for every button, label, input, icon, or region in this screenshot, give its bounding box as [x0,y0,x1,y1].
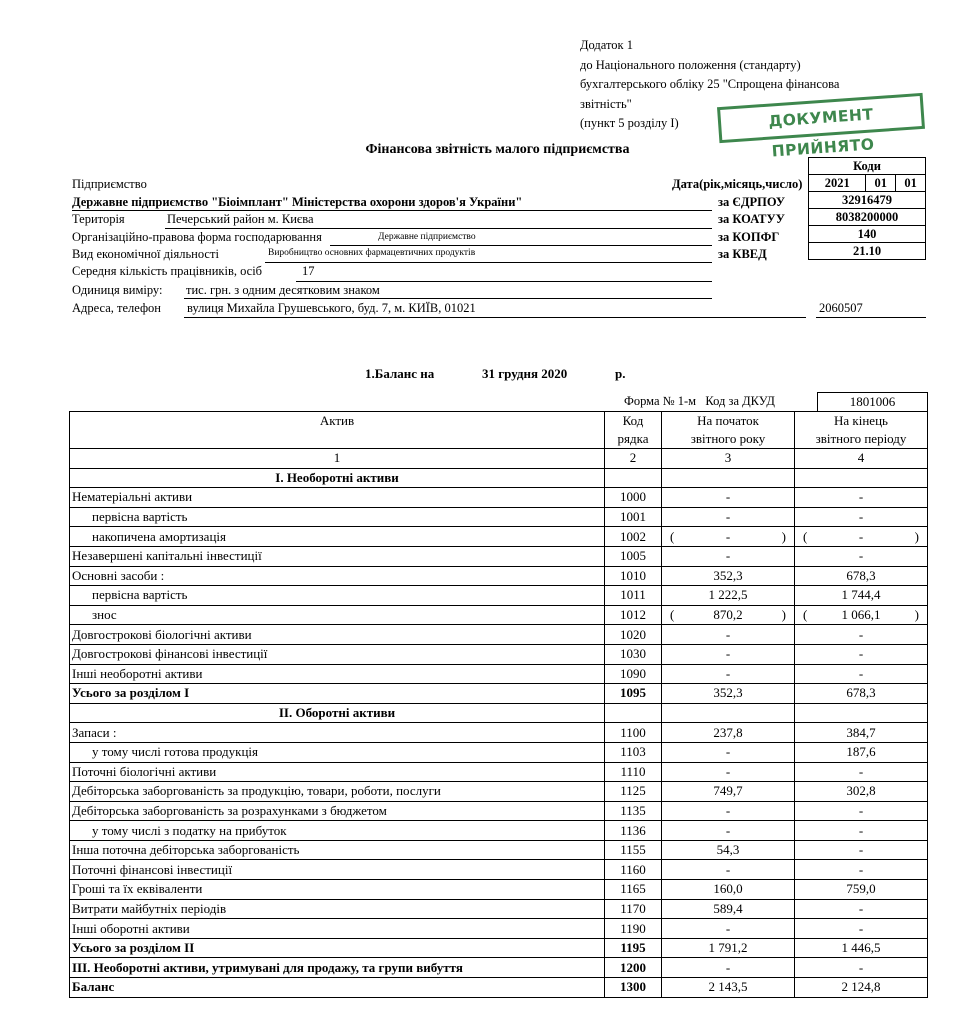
row-code: 1300 [605,978,662,998]
row-code: 1001 [605,507,662,527]
row-code: 1165 [605,880,662,900]
row-value-end: - [795,664,928,684]
enterprise-label: Підприємство [72,177,147,191]
koatuu-code: 8038200000 [809,209,926,226]
row-value-start: - [662,821,795,841]
row-value-end: 759,0 [795,880,928,900]
legal-form-label: Організаційно-правова форма господарювання [72,230,322,244]
row-value-start: - [662,664,795,684]
row-value-end: - [795,488,928,508]
unit-underline [184,298,712,299]
table-row [70,958,928,978]
col-header-start-2: звітного року [662,430,795,449]
kopfg-label: за КОПФГ [718,230,780,244]
row-code: 1090 [605,664,662,684]
row-label: Довгострокові біологічні активи [70,625,605,645]
row-value-start: - [662,860,795,880]
kopfg-code: 140 [809,226,926,243]
row-label: накопичена амортизація [70,527,605,547]
enterprise-underline [72,210,712,211]
close-paren: ) [781,607,786,623]
row-label: у тому числі готова продукція [70,742,605,762]
row-value-start: 352,3 [662,684,795,704]
open-paren: ( [670,528,675,544]
section-2-title: II. Оборотні активи [70,703,605,723]
row-label: Інші необоротні активи [70,664,605,684]
table-row [70,644,928,664]
row-label: Гроші та їх еквіваленти [70,880,605,900]
dkud-code: 1801006 [817,392,928,411]
codes-table [808,157,926,260]
row-value-start: - [662,625,795,645]
row-label: Незавершені капітальні інвестиції [70,546,605,566]
row-label: знос [70,605,605,625]
row-value-end: - [795,644,928,664]
col-header-code: Код [605,412,662,431]
row-value-start: - [662,742,795,762]
row-label: первісна вартість [70,507,605,527]
page-title: Фінансова звітність малого підприємства [365,142,630,157]
table-row [70,978,928,998]
table-row [70,664,928,684]
row-code: 1010 [605,566,662,586]
date-month: 01 [866,175,896,192]
close-paren: ) [914,607,919,623]
row-label: Запаси : [70,723,605,743]
phone-underline [816,317,926,318]
table-row [70,742,928,762]
kved-code: 21.10 [809,243,926,260]
row-value-start: 54,3 [662,840,795,860]
col-number-4: 4 [795,449,928,469]
row-code: 1170 [605,899,662,919]
row-label: Усього за розділом I [70,684,605,704]
col-number-2: 2 [605,449,662,469]
employees-underline [296,281,712,282]
row-value-end: - [795,507,928,527]
row-value-start: - [662,958,795,978]
row-label: Довгострокові фінансові інвестиції [70,644,605,664]
row-code: 1195 [605,938,662,958]
table-row [70,821,928,841]
row-code: 1155 [605,840,662,860]
activity-underline [265,262,712,263]
row-value-start: 589,4 [662,899,795,919]
territory-value: Печерський район м. Києва [167,212,314,226]
row-code: 1160 [605,860,662,880]
section-1-rows [70,488,928,704]
balance-year-suffix: р. [615,366,626,381]
appendix-line: до Національного положення (стандарту) [580,57,801,72]
table-row [70,605,928,625]
row-label: III. Необоротні активи, утримувані для продажу, та групи вибуття [70,958,605,978]
col-header-end: На кінець [795,412,928,431]
row-value-start [662,605,795,625]
balance-date: 31 грудня 2020 [482,366,568,381]
appendix-line: Додаток 1 [580,38,633,52]
row-code: 1011 [605,586,662,606]
row-code: 1200 [605,958,662,978]
row-value-end: - [795,860,928,880]
row-code: 1030 [605,644,662,664]
close-paren: ) [914,528,919,544]
edrpou-label: за ЄДРПОУ [718,195,786,209]
open-paren: ( [803,607,808,623]
activity-label: Вид економічної діяльності [72,247,219,261]
row-value-start: 352,3 [662,566,795,586]
enterprise-name: Державне підприємство "Біоімплант" Міністерства охорони здоров'я України" [72,195,523,209]
table-row [70,860,928,880]
row-value-end [795,527,928,547]
row-value: - [858,528,864,544]
row-value-end: 1 446,5 [795,938,928,958]
legal-form-underline [330,245,712,246]
table-row [70,919,928,939]
row-value: 1 066,1 [841,607,881,623]
row-value-end: 187,6 [795,742,928,762]
col-number-1: 1 [70,449,605,469]
row-code: 1135 [605,801,662,821]
row-value-end: 678,3 [795,566,928,586]
row-label: Поточні фінансові інвестиції [70,860,605,880]
col-header-asset: Актив [70,412,605,449]
row-value-end: 302,8 [795,782,928,802]
row-label: Інша поточна дебіторська заборгованість [70,840,605,860]
row-label: у тому числі з податку на прибуток [70,821,605,841]
row-value-end [795,605,928,625]
activity-value: Виробництво основних фармацевтичних продуктів [268,248,476,258]
row-code: 1005 [605,546,662,566]
row-value-end: - [795,958,928,978]
edrpou-code: 32916479 [809,192,926,209]
table-row [70,840,928,860]
row-value-end: 678,3 [795,684,928,704]
koatuu-label: за КОАТУУ [718,212,785,226]
row-label: Основні засоби : [70,566,605,586]
table-row [70,723,928,743]
row-code: 1110 [605,762,662,782]
row-label: Витрати майбутніх періодів [70,899,605,919]
row-value-start: 1 791,2 [662,938,795,958]
column-number-row [70,449,928,469]
table-row [70,566,928,586]
row-value-end: - [795,801,928,821]
row-value-start: - [662,507,795,527]
row-code: 1012 [605,605,662,625]
row-value-start: - [662,488,795,508]
row-value: 870,2 [713,607,743,623]
table-row [70,782,928,802]
form-label: Форма № 1-м Код за ДКУД [624,394,775,408]
table-row [70,546,928,566]
codes-header: Коди [809,158,926,175]
row-value-start: - [662,546,795,566]
row-value-end: 384,7 [795,723,928,743]
unit-label: Одиниця виміру: [72,283,163,297]
legal-form-value: Державне підприємство [378,232,476,242]
row-value-end: - [795,546,928,566]
table-row [70,938,928,958]
row-value-start: - [662,762,795,782]
row-value-end: - [795,821,928,841]
close-paren: ) [781,528,786,544]
row-value-start: 1 222,5 [662,586,795,606]
row-value-end: - [795,840,928,860]
row-value-start: 749,7 [662,782,795,802]
row-value: - [725,528,731,544]
section-1-title: I. Необоротні активи [70,468,605,488]
address-label: Адреса, телефон [72,301,161,315]
employees-label: Середня кількість працівників, осіб [72,264,263,278]
row-label: Усього за розділом II [70,938,605,958]
table-row [70,586,928,606]
row-code: 1190 [605,919,662,939]
row-value-end: 1 744,4 [795,586,928,606]
address-value: вулиця Михайла Грушевського, буд. 7, м. КИЇВ, 01021 [187,301,476,315]
row-value-end: - [795,899,928,919]
table-row [70,801,928,821]
table-row [70,762,928,782]
col-header-end-2: звітного періоду [795,430,928,449]
address-underline [184,317,806,318]
date-label: Дата(рік,місяць,число) [672,177,803,191]
row-value-start: 2 143,5 [662,978,795,998]
row-label: Баланс [70,978,605,998]
row-code: 1136 [605,821,662,841]
row-value-start: - [662,801,795,821]
table-row [70,625,928,645]
employees-value: 17 [302,264,315,278]
row-value-start [662,527,795,547]
date-day: 01 [896,175,926,192]
row-value-start: - [662,919,795,939]
territory-label: Територія [72,212,125,226]
col-number-3: 3 [662,449,795,469]
row-label: Поточні біологічні активи [70,762,605,782]
header-row [70,412,928,431]
row-label: Нематеріальні активи [70,488,605,508]
phone-value: 2060507 [819,301,863,315]
territory-underline [165,228,712,229]
row-code: 1103 [605,742,662,762]
table-row [70,527,928,547]
balance-table [69,411,928,998]
row-label: первісна вартість [70,586,605,606]
appendix-line: бухгалтерського обліку 25 "Спрощена фінансова [580,77,840,91]
row-label: Дебіторська заборгованість за продукцію, товари, роботи, послуги [70,782,605,802]
table-row [70,684,928,704]
col-header-code-2: рядка [605,430,662,449]
table-row [70,488,928,508]
row-code: 1125 [605,782,662,802]
row-value-end: - [795,625,928,645]
section-row [70,468,928,488]
row-code: 1000 [605,488,662,508]
appendix-line: звітність" [580,96,632,111]
balance-heading: 1.Баланс на [365,366,435,381]
appendix-line: (пункт 5 розділу I) [580,116,679,130]
row-value-start: 237,8 [662,723,795,743]
table-row [70,880,928,900]
row-code: 1100 [605,723,662,743]
row-value-end: 2 124,8 [795,978,928,998]
open-paren: ( [803,528,808,544]
row-label: Інші оборотні активи [70,919,605,939]
row-value-start: 160,0 [662,880,795,900]
unit-value: тис. грн. з одним десятковим знаком [186,283,380,297]
section-2-rows [70,723,928,997]
row-code: 1095 [605,684,662,704]
date-year: 2021 [809,175,866,192]
kved-label: за КВЕД [718,247,767,261]
col-header-start: На початок [662,412,795,431]
row-code: 1020 [605,625,662,645]
row-code: 1002 [605,527,662,547]
row-value-end: - [795,919,928,939]
row-label: Дебіторська заборгованість за розрахунками з бюджетом [70,801,605,821]
accepted-stamp: ДОКУМЕНТ ПРИЙНЯТО [717,93,925,143]
row-value-end: - [795,762,928,782]
open-paren: ( [670,607,675,623]
table-row [70,899,928,919]
row-value-start: - [662,644,795,664]
table-row [70,507,928,527]
section-row [70,703,928,723]
